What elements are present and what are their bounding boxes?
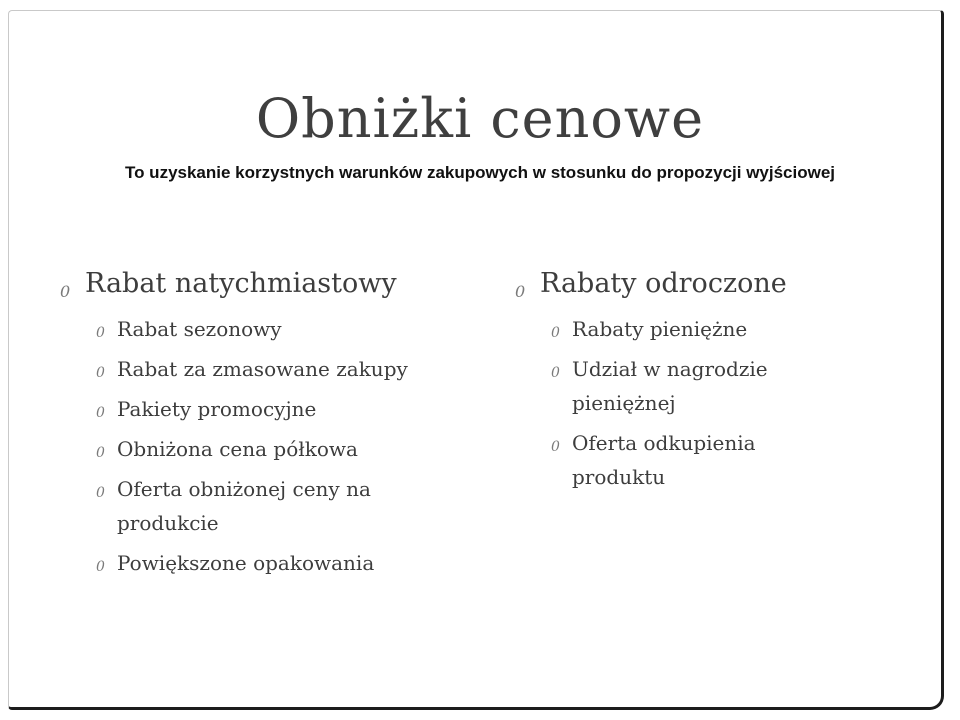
bullet-icon: 0 bbox=[96, 405, 105, 421]
bullet-icon: 0 bbox=[551, 439, 560, 455]
bullet-icon: 0 bbox=[96, 445, 105, 461]
list-item-text: Oferta odkupienia produktu bbox=[572, 431, 756, 489]
bullet-icon: 0 bbox=[96, 559, 105, 575]
bullet-icon: 0 bbox=[96, 325, 105, 341]
bullet-icon: 0 bbox=[60, 282, 71, 301]
right-column bbox=[515, 266, 915, 500]
list-item bbox=[60, 472, 462, 540]
right-heading-text: Rabaty odroczone bbox=[540, 268, 787, 299]
bullet-icon: 0 bbox=[515, 282, 526, 301]
bullet-icon: 0 bbox=[96, 485, 105, 501]
bullet-icon: 0 bbox=[551, 325, 560, 341]
list-item-text: Udział w nagrodzie pieniężnej bbox=[572, 357, 768, 415]
list-item-text: Pakiety promocyjne bbox=[117, 397, 317, 421]
list-item-text: Rabat za zmasowane zakupy bbox=[117, 357, 408, 381]
bullet-icon: 0 bbox=[96, 365, 105, 381]
left-heading-text: Rabat natychmiastowy bbox=[85, 268, 397, 299]
left-column bbox=[60, 266, 460, 586]
slide-subtitle: To uzyskanie korzystnych warunków zakupowych w stosunku do propozycji wyjściowej bbox=[124, 163, 836, 182]
list-item bbox=[515, 352, 862, 420]
list-item-text: Rabaty pieniężne bbox=[572, 317, 748, 341]
list-item bbox=[60, 546, 460, 580]
left-heading bbox=[60, 266, 460, 302]
list-item bbox=[515, 426, 832, 494]
list-item-text: Powiększone opakowania bbox=[117, 551, 375, 575]
list-item bbox=[60, 392, 460, 426]
list-item-text: Oferta obniżonej ceny na produkcie bbox=[117, 477, 371, 535]
slide-title: Obniżki cenowe bbox=[255, 87, 705, 150]
list-item bbox=[60, 352, 417, 386]
bullet-icon: 0 bbox=[551, 365, 560, 381]
list-item-text: Rabat sezonowy bbox=[117, 317, 282, 341]
list-item bbox=[60, 312, 460, 346]
list-item-text: Obniżona cena półkowa bbox=[117, 437, 358, 461]
right-heading bbox=[515, 266, 915, 302]
list-item bbox=[515, 312, 915, 346]
list-item bbox=[60, 432, 460, 466]
